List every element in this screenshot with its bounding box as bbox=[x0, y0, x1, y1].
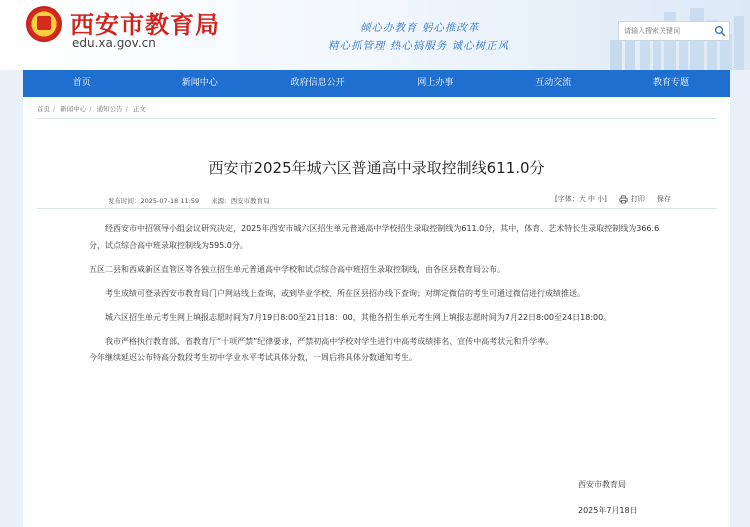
article-paragraph: 我市严格执行教育部、省教育厅“十项严禁”纪律要求，严禁初高中学校对学生进行中高考成绩排名、宣传中高考状元和升学率。 bbox=[105, 336, 554, 346]
article-title: 西安市2025年城六区普通高中录取控制线611.0分 bbox=[208, 159, 545, 177]
breadcrumb-separator: / bbox=[89, 105, 92, 113]
main-nav bbox=[23, 70, 730, 97]
article-paragraph: 今年继续延迟公布特高分数段考生初中学业水平考试具体分数，一周后将具体分数通知考生。 bbox=[89, 353, 417, 362]
slogan-line-2: 精心抓管理 热心搞服务 诚心树正风 bbox=[328, 40, 510, 52]
print-label: 打印 bbox=[630, 195, 645, 203]
meta-divider bbox=[37, 208, 717, 209]
search-box bbox=[618, 21, 730, 41]
breadcrumb-notices[interactable]: 通知公告 bbox=[96, 105, 123, 113]
breadcrumb-home[interactable]: 首页 bbox=[37, 105, 50, 113]
article-container bbox=[23, 97, 730, 527]
site-title[interactable]: 西安市教育局 bbox=[70, 10, 220, 39]
nav-item-gov-info[interactable]: 政府信息公开 bbox=[290, 78, 345, 88]
breadcrumb-separator: / bbox=[53, 105, 56, 113]
nav-item-online-services[interactable]: 网上办事 bbox=[417, 78, 454, 88]
breadcrumb-separator: / bbox=[125, 105, 128, 113]
national-emblem-logo bbox=[26, 6, 62, 42]
font-size-selector[interactable]: [字体：大 中 小] bbox=[555, 195, 607, 203]
print-button[interactable] bbox=[619, 194, 645, 204]
save-button[interactable]: 保存 bbox=[656, 195, 671, 203]
article-tools bbox=[555, 194, 671, 204]
article-paragraph: 五区二县和西咸新区直管区等各独立招生单元普通高中学校和试点综合高中班招生录取控制线，由各区县教育局公布。 bbox=[89, 264, 505, 274]
nav-item-news[interactable]: 新闻中心 bbox=[181, 78, 218, 88]
breadcrumb bbox=[37, 104, 149, 113]
article-body bbox=[89, 221, 667, 374]
nav-item-home[interactable]: 首页 bbox=[72, 78, 91, 88]
breadcrumb-divider bbox=[37, 118, 717, 119]
print-icon bbox=[619, 195, 628, 204]
article-paragraph: 经西安市中招领导小组会议研究决定，2025年西安市城六区招生单元普通高中学校招生录取控制线为611.0分，其中，体育、艺术特长生录取控制线为366.6分，试点综合高中班录取控制线为595.0分。 bbox=[89, 224, 660, 250]
article-paragraph: 考生成绩可登录西安市教育局门户网站线上查询，或到毕业学校、所在区县招办线下查询；对绑定微信的考生可通过微信进行成绩推送。 bbox=[105, 288, 585, 298]
article-meta bbox=[108, 196, 280, 205]
site-header bbox=[0, 0, 750, 70]
signature-date: 2025年7月18日 bbox=[578, 506, 638, 515]
slogan-line-1: 倾心办教育 躬心推改革 bbox=[360, 22, 480, 34]
breadcrumb-news[interactable]: 新闻中心 bbox=[60, 105, 87, 113]
publish-time: 发布时间：2025-07-18 11:59 bbox=[108, 197, 200, 205]
search-input[interactable] bbox=[619, 22, 713, 40]
article-source: 来源：西安市教育局 bbox=[211, 197, 270, 205]
site-domain: edu.xa.gov.cn bbox=[72, 36, 156, 50]
breadcrumb-current: 正文 bbox=[132, 105, 146, 113]
search-icon[interactable] bbox=[714, 25, 726, 37]
article-paragraph: 城六区招生单元考生网上填报志愿时间为7月19日8:00至21日18：00，其他各招生单元考生网上填报志愿时间为7月22日8:00至24日18:00。 bbox=[105, 312, 612, 322]
nav-item-interaction[interactable]: 互动交流 bbox=[535, 78, 572, 88]
nav-item-education-topics[interactable]: 教育专题 bbox=[653, 78, 690, 88]
signature-organization: 西安市教育局 bbox=[578, 480, 626, 489]
